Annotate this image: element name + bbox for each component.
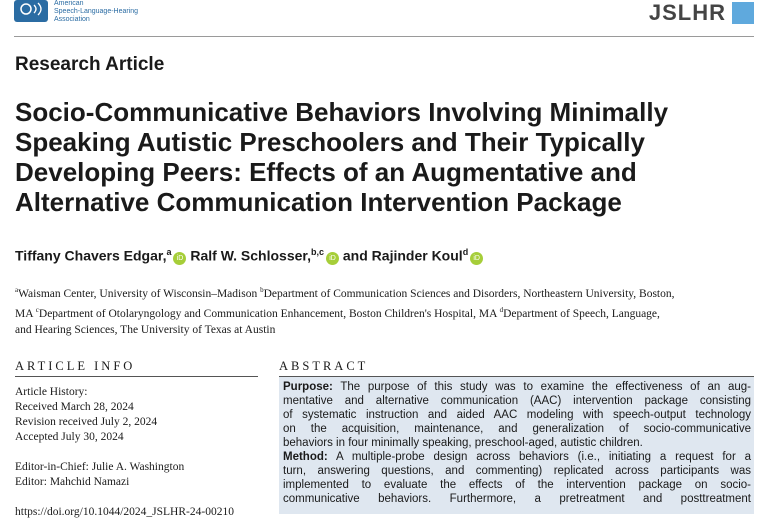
affil-d: Department of Speech, Language, (503, 307, 660, 320)
asha-logo-icon (14, 0, 48, 22)
abstract-heading: ABSTRACT (279, 359, 369, 373)
title-line: Developing Peers: Effects of an Augmentative and (15, 157, 637, 187)
abstract-line: of systematic instruction and aided AAC modeling with speech-output technology (283, 409, 751, 421)
affil-line: and Hearing Sciences, The University of Texas at Austin (15, 323, 276, 336)
journal-square-icon (732, 2, 754, 24)
author-list (15, 247, 483, 265)
abstract-line (283, 450, 751, 464)
accepted-date: Accepted July 30, 2024 (15, 431, 124, 443)
journal-name: JSLHR (648, 0, 726, 25)
abstract-line: behaviors in four minimally speaking, preschool-aged, autistic children. (283, 437, 643, 449)
section-label: Research Article (15, 54, 165, 75)
author-name[interactable]: Ralf W. Schlosser, (190, 247, 311, 264)
abstract-line: on the acquisition, maintenance, and generalization of socio-communicative (283, 423, 751, 435)
society-line: Association (54, 16, 90, 23)
abstract-line-text: The purpose of this study was to examine the effectiveness of an aug- (340, 381, 751, 393)
abstract-text (283, 380, 751, 506)
purpose-label: Purpose: (283, 381, 333, 393)
author-affil-mark: d (462, 247, 469, 257)
society-name (54, 0, 138, 24)
doi-link[interactable]: https://doi.org/10.1044/2024_JSLHR-24-00210 (15, 506, 234, 518)
method-label: Method: (283, 451, 328, 463)
author-name[interactable]: Tiffany Chavers Edgar, (15, 247, 167, 264)
author-affil-mark: b,c (310, 247, 324, 257)
affil-c: Department of Otolaryngology and Communication Enhancement, Boston Children's Hospital, MA (38, 307, 497, 320)
editor-in-chief: Editor-in-Chief: Julie A. Washington (15, 461, 185, 473)
author-affil-mark: a (166, 247, 172, 257)
abstract-line (283, 380, 751, 394)
abstract-line: mentative and alternative communication (AAC) intervention package consisting (283, 395, 751, 407)
article-info (15, 385, 234, 520)
society-line: American (54, 0, 84, 7)
title-line: Socio-Communicative Behaviors Involving Minimally (15, 97, 669, 127)
article-info-divider (15, 376, 258, 377)
abstract-line-text: A multiple-probe design across behaviors (i.e., initiating a request for a (335, 451, 752, 463)
society-line: Speech-Language-Hearing (54, 8, 139, 15)
article-title (15, 97, 755, 217)
abstract-line: communicative behaviors. Furthermore, a pretreatment and posttreatment (283, 493, 751, 505)
orcid-icon[interactable]: iD (470, 252, 483, 265)
title-line: Speaking Autistic Preschoolers and Their Typically (15, 127, 645, 157)
journal-header (0, 0, 768, 36)
affil-a: Waisman Center, University of Wisconsin–Madison (18, 287, 258, 300)
received-date: Received March 28, 2024 (15, 401, 134, 413)
title-line: Alternative Communication Intervention Package (15, 187, 622, 217)
affiliations (15, 282, 755, 338)
revised-date: Revision received July 2, 2024 (15, 416, 158, 428)
editor: Editor: Mahchid Namazi (15, 476, 130, 488)
orcid-icon[interactable]: iD (326, 252, 339, 265)
history-label: Article History: (15, 386, 88, 398)
affil-b-cont: MA (15, 307, 33, 320)
author-name[interactable]: and Rajinder Koul (342, 247, 463, 264)
affil-line: MA $^c$Department of Otolaryngology and Communication Enhancement, Boston Children's Hospital, MA $^d$Department of Speech, Language, (15, 305, 660, 320)
affil-line: $^a$Waisman Center, University of Wisconsin–Madison $^b$Department of Communication Sciences and Disorders, Northeastern University, Boston, (15, 286, 675, 300)
article-info-heading: ARTICLE INFO (15, 359, 136, 373)
journal-brand (649, 0, 754, 26)
abstract-line: turn, answering questions, and commenting) replicated across participants was (283, 465, 751, 477)
abstract-line: implemented to evaluate the effects of the intervention package on socio- (283, 479, 751, 491)
header-divider (14, 36, 754, 37)
orcid-icon[interactable]: iD (173, 252, 186, 265)
affil-b: Department of Communication Sciences and Disorders, Northeastern University, Boston, (263, 287, 675, 300)
